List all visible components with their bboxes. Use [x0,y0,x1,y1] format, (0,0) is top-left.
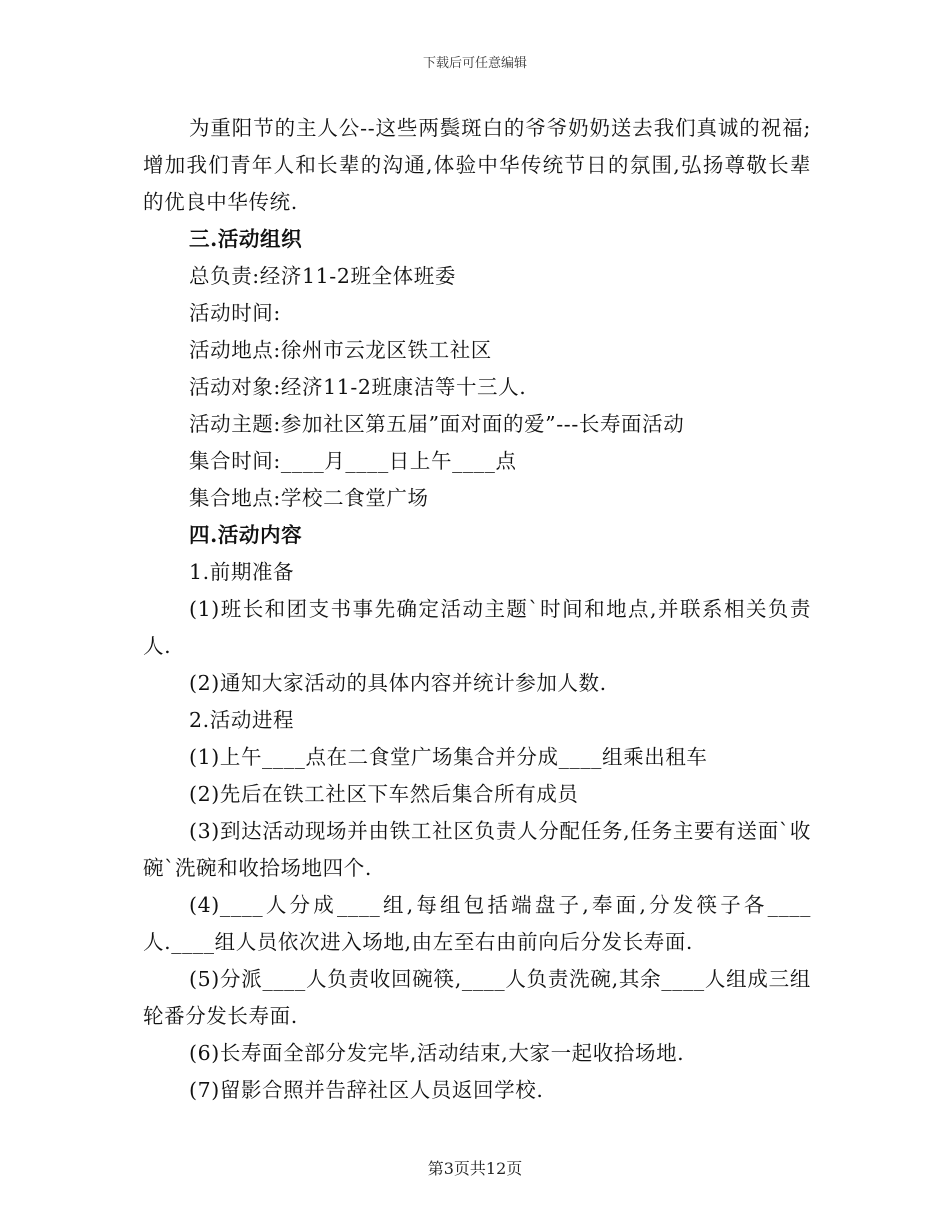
section-heading-organization: 三.活动组织 [189,227,303,251]
page-header: 下载后可任意编辑 [422,56,527,71]
document-body [143,110,811,1109]
assembly-location-line: 集合地点:学校二食堂广场 [189,486,429,510]
intro-paragraph: 为重阳节的主人公--这些两鬓斑白的爷爷奶奶送去我们真诚的祝福;增加我们青年人和长辈的沟通,体验中华传统节日的氛围,弘扬尊敬长辈的优良中华传统. [143,116,811,214]
subheading-preparation: 1.前期准备 [189,560,295,584]
process-step-5: (5)分派____人负责收回碗筷,____人负责洗碗,其余____人组成三组轮番分发长寿面. [143,967,811,1028]
process-step-3: (3)到达活动现场并由铁工社区负责人分配任务,任务主要有送面`收碗`洗碗和收拾场地四个. [143,819,811,880]
prep-step-1: (1)班长和团支书事先确定活动主题`时间和地点,并联系相关负责人. [143,597,811,658]
prep-step-2: (2)通知大家活动的具体内容并统计参加人数. [189,671,607,695]
subheading-process: 2.活动进程 [189,708,295,732]
process-step-6: (6)长寿面全部分发完毕,活动结束,大家一起收拾场地. [189,1041,685,1065]
assembly-time-line: 集合时间:____月____日上午____点 [189,449,517,473]
organizer-line: 总负责:经济11-2班全体班委 [189,264,456,288]
process-step-7: (7)留影合照并告辞社区人员返回学校. [189,1078,544,1102]
participants-line: 活动对象:经济11-2班康洁等十三人. [189,375,527,399]
activity-time-line: 活动时间: [189,301,281,325]
process-step-1: (1)上午____点在二食堂广场集合并分成____组乘出租车 [189,745,708,769]
page-number: 第3页共12页 [427,1159,523,1178]
process-step-4: (4)____人分成____组,每组包括端盘子,奉面,分发筷子各____人.____组人员依次进入场地,由左至右由前向后分发长寿面. [143,893,811,954]
section-heading-content: 四.活动内容 [189,523,303,547]
activity-location-line: 活动地点:徐州市云龙区铁工社区 [189,338,492,362]
activity-theme-line: 活动主题:参加社区第五届”面对面的爱”---长寿面活动 [189,412,685,436]
process-step-2: (2)先后在铁工社区下车然后集合所有成员 [189,782,579,806]
